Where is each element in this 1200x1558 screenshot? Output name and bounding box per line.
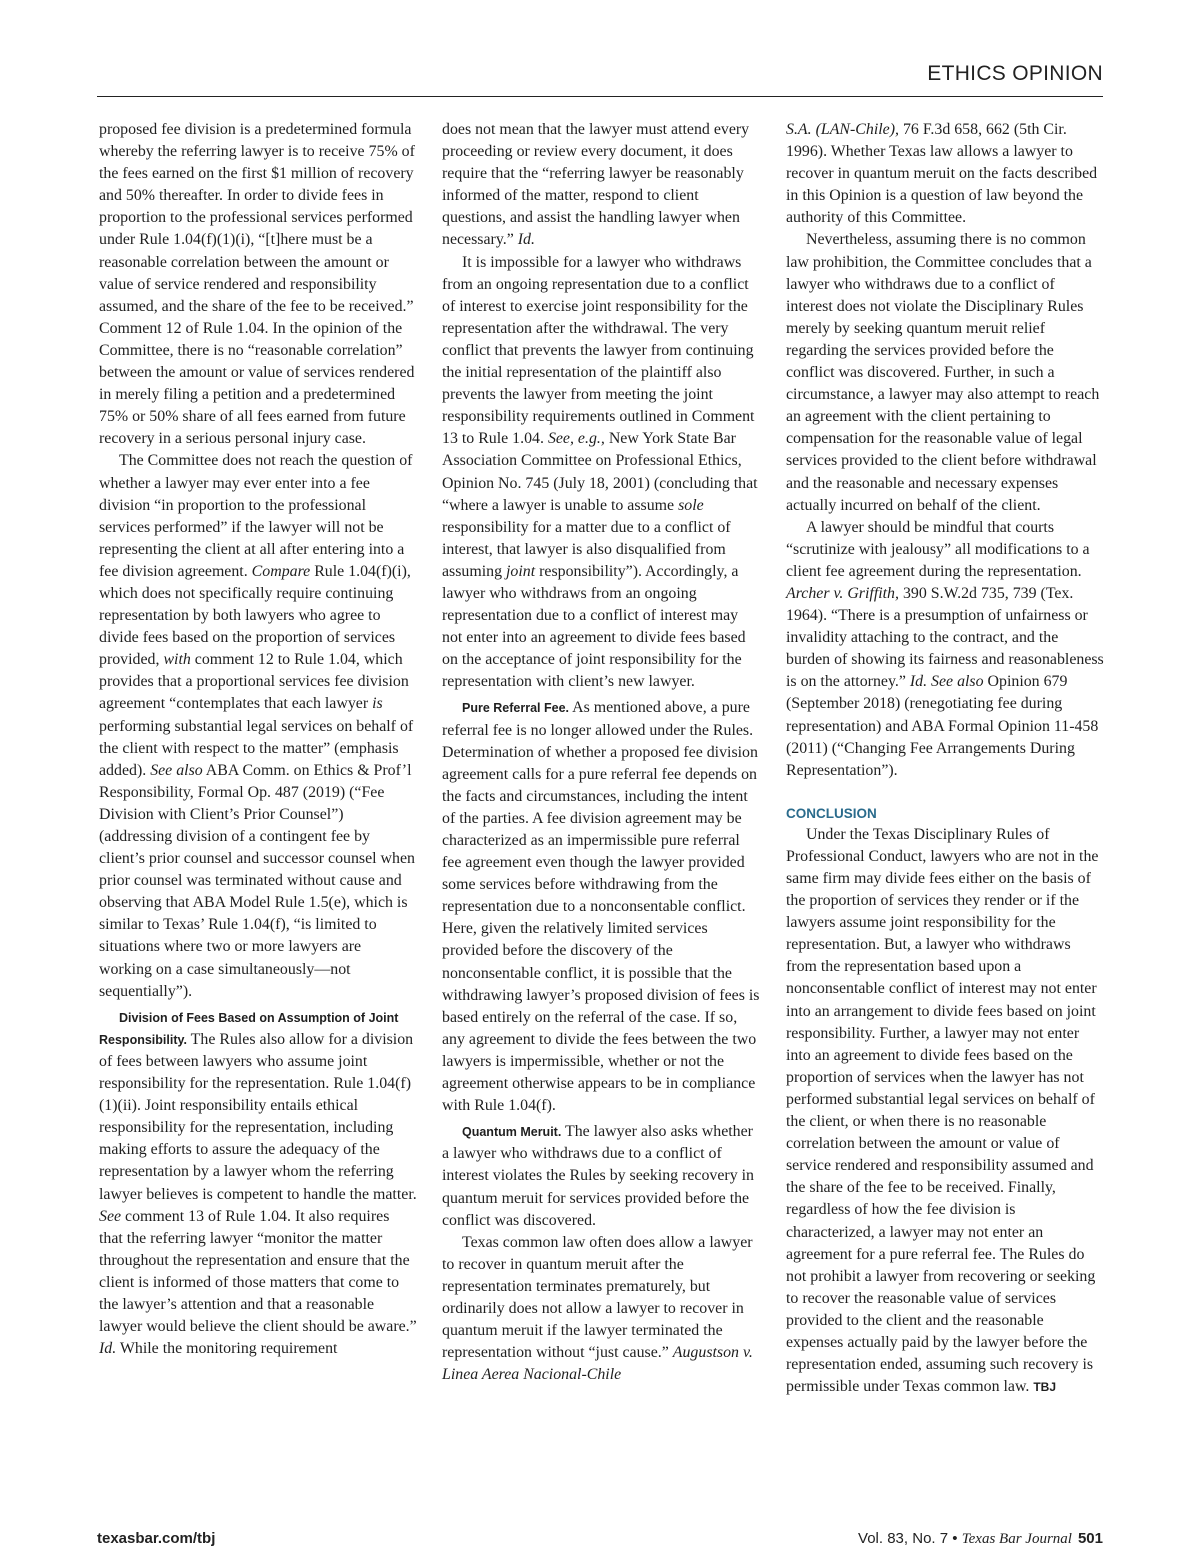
text-run: responsibility for a matter due to a conflict of interest, that lawyer is also disqualified from assuming xyxy=(442,518,731,580)
paragraph xyxy=(442,1232,760,1387)
paragraph xyxy=(442,252,760,694)
text-run: comment 12 to Rule 1.04, which provides that a proportional services fee division agreement “contemplates that each lawyer xyxy=(99,651,409,713)
text-run: ABA Comm. on Ethics & Prof’l Responsibility, Formal Op. 487 (2019) (“Fee Division with Client’s Prior Counsel”) (addressing division of a contingent fee by client’s prior counsel and successor counsel when prior counsel was terminated without cause and observing that ABA Model Rule 1.5(e), which is similar to Texas’ Rule 1.04(f), “is limited to situations where two or more lawyers are working on a case simultaneously—not sequentially”). xyxy=(99,761,415,1000)
italic-run: See xyxy=(99,1207,122,1225)
text-run: While the monitoring requirement xyxy=(116,1340,338,1358)
paragraph xyxy=(786,517,1104,782)
italic-run: Id. See also xyxy=(909,673,984,691)
paragraph xyxy=(442,1121,760,1231)
text-run: A lawyer should be mindful that courts “scrutinize with jealousy” all modifications to a client fee agreement during the representation. xyxy=(786,518,1090,580)
text-run: New York State Bar Association Committee on Professional Ethics, Opinion No. 745 (July 18, 2001) (concluding that “where a lawyer is unable to assume xyxy=(442,430,758,514)
text-run: Texas common law often does allow a lawyer to recover in quantum meruit after the representation terminates prematurely, but ordinarily does not allow a lawyer to recover in quantum meruit if the lawyer terminated the representation without “just cause.” xyxy=(442,1233,753,1362)
text-run: Under the Texas Disciplinary Rules of Professional Conduct, lawyers who are not in the same firm may divide fees either on the basis of the proportion of services they render or if the lawyers assume joint responsibility for the representation. But, a lawyer who withdraws from the representation based upon a nonconsentable conflict of interest may not enter into an arrangement to divide fees based on joint responsibility. Further, a lawyer may not enter into an agreement to divide fees based on the proportion of services when the lawyer has not performed substantial legal services on behalf of the client, or when there is no reasonable correlation between the amount or value of service rendered and responsibility assumed and the share of the fee to be received. Finally, regardless of how the fee division is characterized, a lawyer may not enter an agreement for a pure referral fee. The Rules do not prohibit a lawyer from recovering or seeking to recover the reasonable value of services provided to the client and the reasonable expenses actually paid by the lawyer before the representation ended, assuming such recovery is permissible under Texas common law. xyxy=(786,825,1099,1396)
section-title: ETHICS OPINION xyxy=(927,62,1103,85)
text-run: Rule 1.04(f)(i), which does not specifically require continuing representation by both lawyers who agree to divide fees based on the proportion of services provided, xyxy=(99,562,411,669)
column-1 xyxy=(99,119,417,1360)
column-3 xyxy=(786,119,1104,1398)
volume-label: Vol. 83, No. 7 xyxy=(858,1530,949,1547)
italic-run: See, e.g., xyxy=(547,430,605,448)
journal-name: Texas Bar Journal xyxy=(961,1531,1072,1547)
page-header xyxy=(97,62,1103,97)
text-run: does not mean that the lawyer must attend every proceeding or review every document, it does require that the “referring lawyer be reasonably informed of the matter, respond to client questions, and assist the handling lawyer when necessary.” xyxy=(442,121,750,249)
page-number: 501 xyxy=(1077,1530,1103,1547)
italic-run: Archer v. Griffith, xyxy=(786,584,899,602)
italic-run: with xyxy=(163,651,191,669)
italic-run: S.A. (LAN-Chile), xyxy=(786,121,899,138)
text-run: responsibility”). Accordingly, a lawyer who withdraws from an ongoing representation due to a conflict of interest may not enter into an agreement to divide fees based on the acceptance of joint responsibility for the representation with client’s new lawyer. xyxy=(442,562,746,691)
italic-run: Compare xyxy=(251,562,311,580)
footer-site-link[interactable]: texasbar.com/tbj xyxy=(97,1530,216,1547)
column-2 xyxy=(442,119,760,1386)
text-run: As mentioned above, a pure referral fee is no longer allowed under the Rules. Determination of whether a proposed fee division agreement calls for a pure referral fee depends on the facts and circumstances, including the intent of the parties. A fee division agreement may be characterized as an impermissible pure referral fee agreement even though the lawyer provided some services before withdrawing from the representation due to a nonconsentable conflict. Here, given the relatively limited services provided before the discovery of the nonconsentable conflict, it is possible that the withdrawing lawyer’s proposed division of fees is based entirely on the referral of the case. If so, any agreement to divide the fees between the two lawyers is impermissible, whether or not the agreement otherwise appears to be in compliance with Rule 1.04(f). xyxy=(442,699,760,1115)
italic-run: is xyxy=(372,695,383,713)
footer-issue-info xyxy=(858,1530,1103,1548)
paragraph xyxy=(99,1007,417,1361)
italic-run: Id. xyxy=(99,1340,117,1358)
paragraph xyxy=(442,697,760,1117)
text-run: performing substantial legal services on behalf of the client with respect to the matter” (emphasis added). xyxy=(99,717,414,779)
paragraph xyxy=(99,450,417,1002)
text-run: Opinion 679 (September 2018) (renegotiating fee during representation) and ABA Formal Opinion 11-458 (2011) (“Changing Fee Arrangements During Representation”). xyxy=(786,673,1099,779)
italic-run: sole xyxy=(678,496,704,514)
italic-run: Augustson v. Linea Aerea Nacional-Chile xyxy=(442,1344,753,1384)
subheading-joint-responsibility: Division of Fees Based on Assumption of Joint Responsibility. xyxy=(99,1010,399,1047)
paragraph xyxy=(442,119,760,252)
paragraph xyxy=(786,119,1104,229)
text-run: 390 S.W.2d 735, 739 (Tex. 1964). “There is a presumption of unfairness or invalidity attaching to the contract, and the burden of showing its fairness and reasonableness is on the attorney.” xyxy=(786,584,1104,691)
tbj-end-mark: TBJ xyxy=(1033,1380,1057,1395)
paragraph: proposed fee division is a predetermined formula whereby the referring lawyer is to receive 75% of the fees earned on the first $1 million of recovery and 50% thereafter. In order to divide fees in proportion to the professional services performed under Rule 1.04(f)(1)(i), “[t]here must be a reasonable correlation between the amount or value of service rendered and responsibility assumed, and the share of the fee to be received.” Comment 12 of Rule 1.04. In the opinion of the Committee, there is no “reasonable correlation” between the amount or value of services rendered in merely filing a petition and a predetermined 75% or 50% share of all fees earned from future recovery in a serious personal injury case. xyxy=(99,121,415,448)
text-run: It is impossible for a lawyer who withdraws from an ongoing representation due to a conflict of interest to exercise joint responsibility for the representation after the withdrawal. The very conflict that prevents the lawyer from continuing the initial representation of the plaintiff also prevents the lawyer from meeting the joint responsibility requirements outlined in Comment 13 to Rule 1.04. xyxy=(442,253,755,448)
italic-run: See also xyxy=(150,761,203,779)
italic-run: joint xyxy=(506,562,536,580)
bullet-separator: • xyxy=(948,1530,962,1547)
paragraph: Nevertheless, assuming there is no common law prohibition, the Committee concludes that a lawyer who withdraws due to a conflict of interest does not violate the Disciplinary Rules merely by seeking quantum meruit relief regarding the services provided before the conflict was discovered. Further, in such a circumstance, a lawyer may also attempt to reach an agreement with the client pertaining to compensation for the reasonable value of legal services provided to the client before withdrawal and the reasonable and necessary expenses actually incurred on behalf of the client. xyxy=(786,231,1100,514)
subheading-pure-referral-fee: Pure Referral Fee. xyxy=(462,701,569,716)
text-run: 76 F.3d 658, 662 (5th Cir. 1996). Whether Texas law allows a lawyer to recover in quantum meruit on the facts described in this Opinion is a question of law beyond the authority of this Committee. xyxy=(786,121,1098,227)
italic-run: Id. xyxy=(517,231,535,249)
text-run: The lawyer also asks whether a lawyer who withdraws due to a conflict of interest violates the Rules by seeking recovery in quantum meruit for services provided before the conflict was discovered. xyxy=(442,1123,754,1229)
subheading-quantum-meruit: Quantum Meruit. xyxy=(462,1125,562,1140)
text-run: comment 13 of Rule 1.04. It also requires that the referring lawyer “monitor the matter throughout the representation and ensure that the client is informed of those matters that come to the lawyer’s attention and that a reasonable lawyer would believe the client should be aware.” xyxy=(99,1207,417,1336)
text-run: The Rules also allow for a division of fees between lawyers who assume joint responsibility for the representation. Rule 1.04(f)(1)(ii). Joint responsibility entails ethical responsibility for the representation, including making efforts to assure the adequacy of the representation by a lawyer whom the referring lawyer believes is competent to handle the matter. xyxy=(99,1030,417,1203)
conclusion-heading: CONCLUSION xyxy=(786,805,877,821)
paragraph xyxy=(786,824,1104,1398)
text-run: The Committee does not reach the question of whether a lawyer may ever enter into a fee division “in proportion to the professional services performed” if the lawyer will not be representing the client at all after entering into a fee division agreement. xyxy=(99,452,413,580)
